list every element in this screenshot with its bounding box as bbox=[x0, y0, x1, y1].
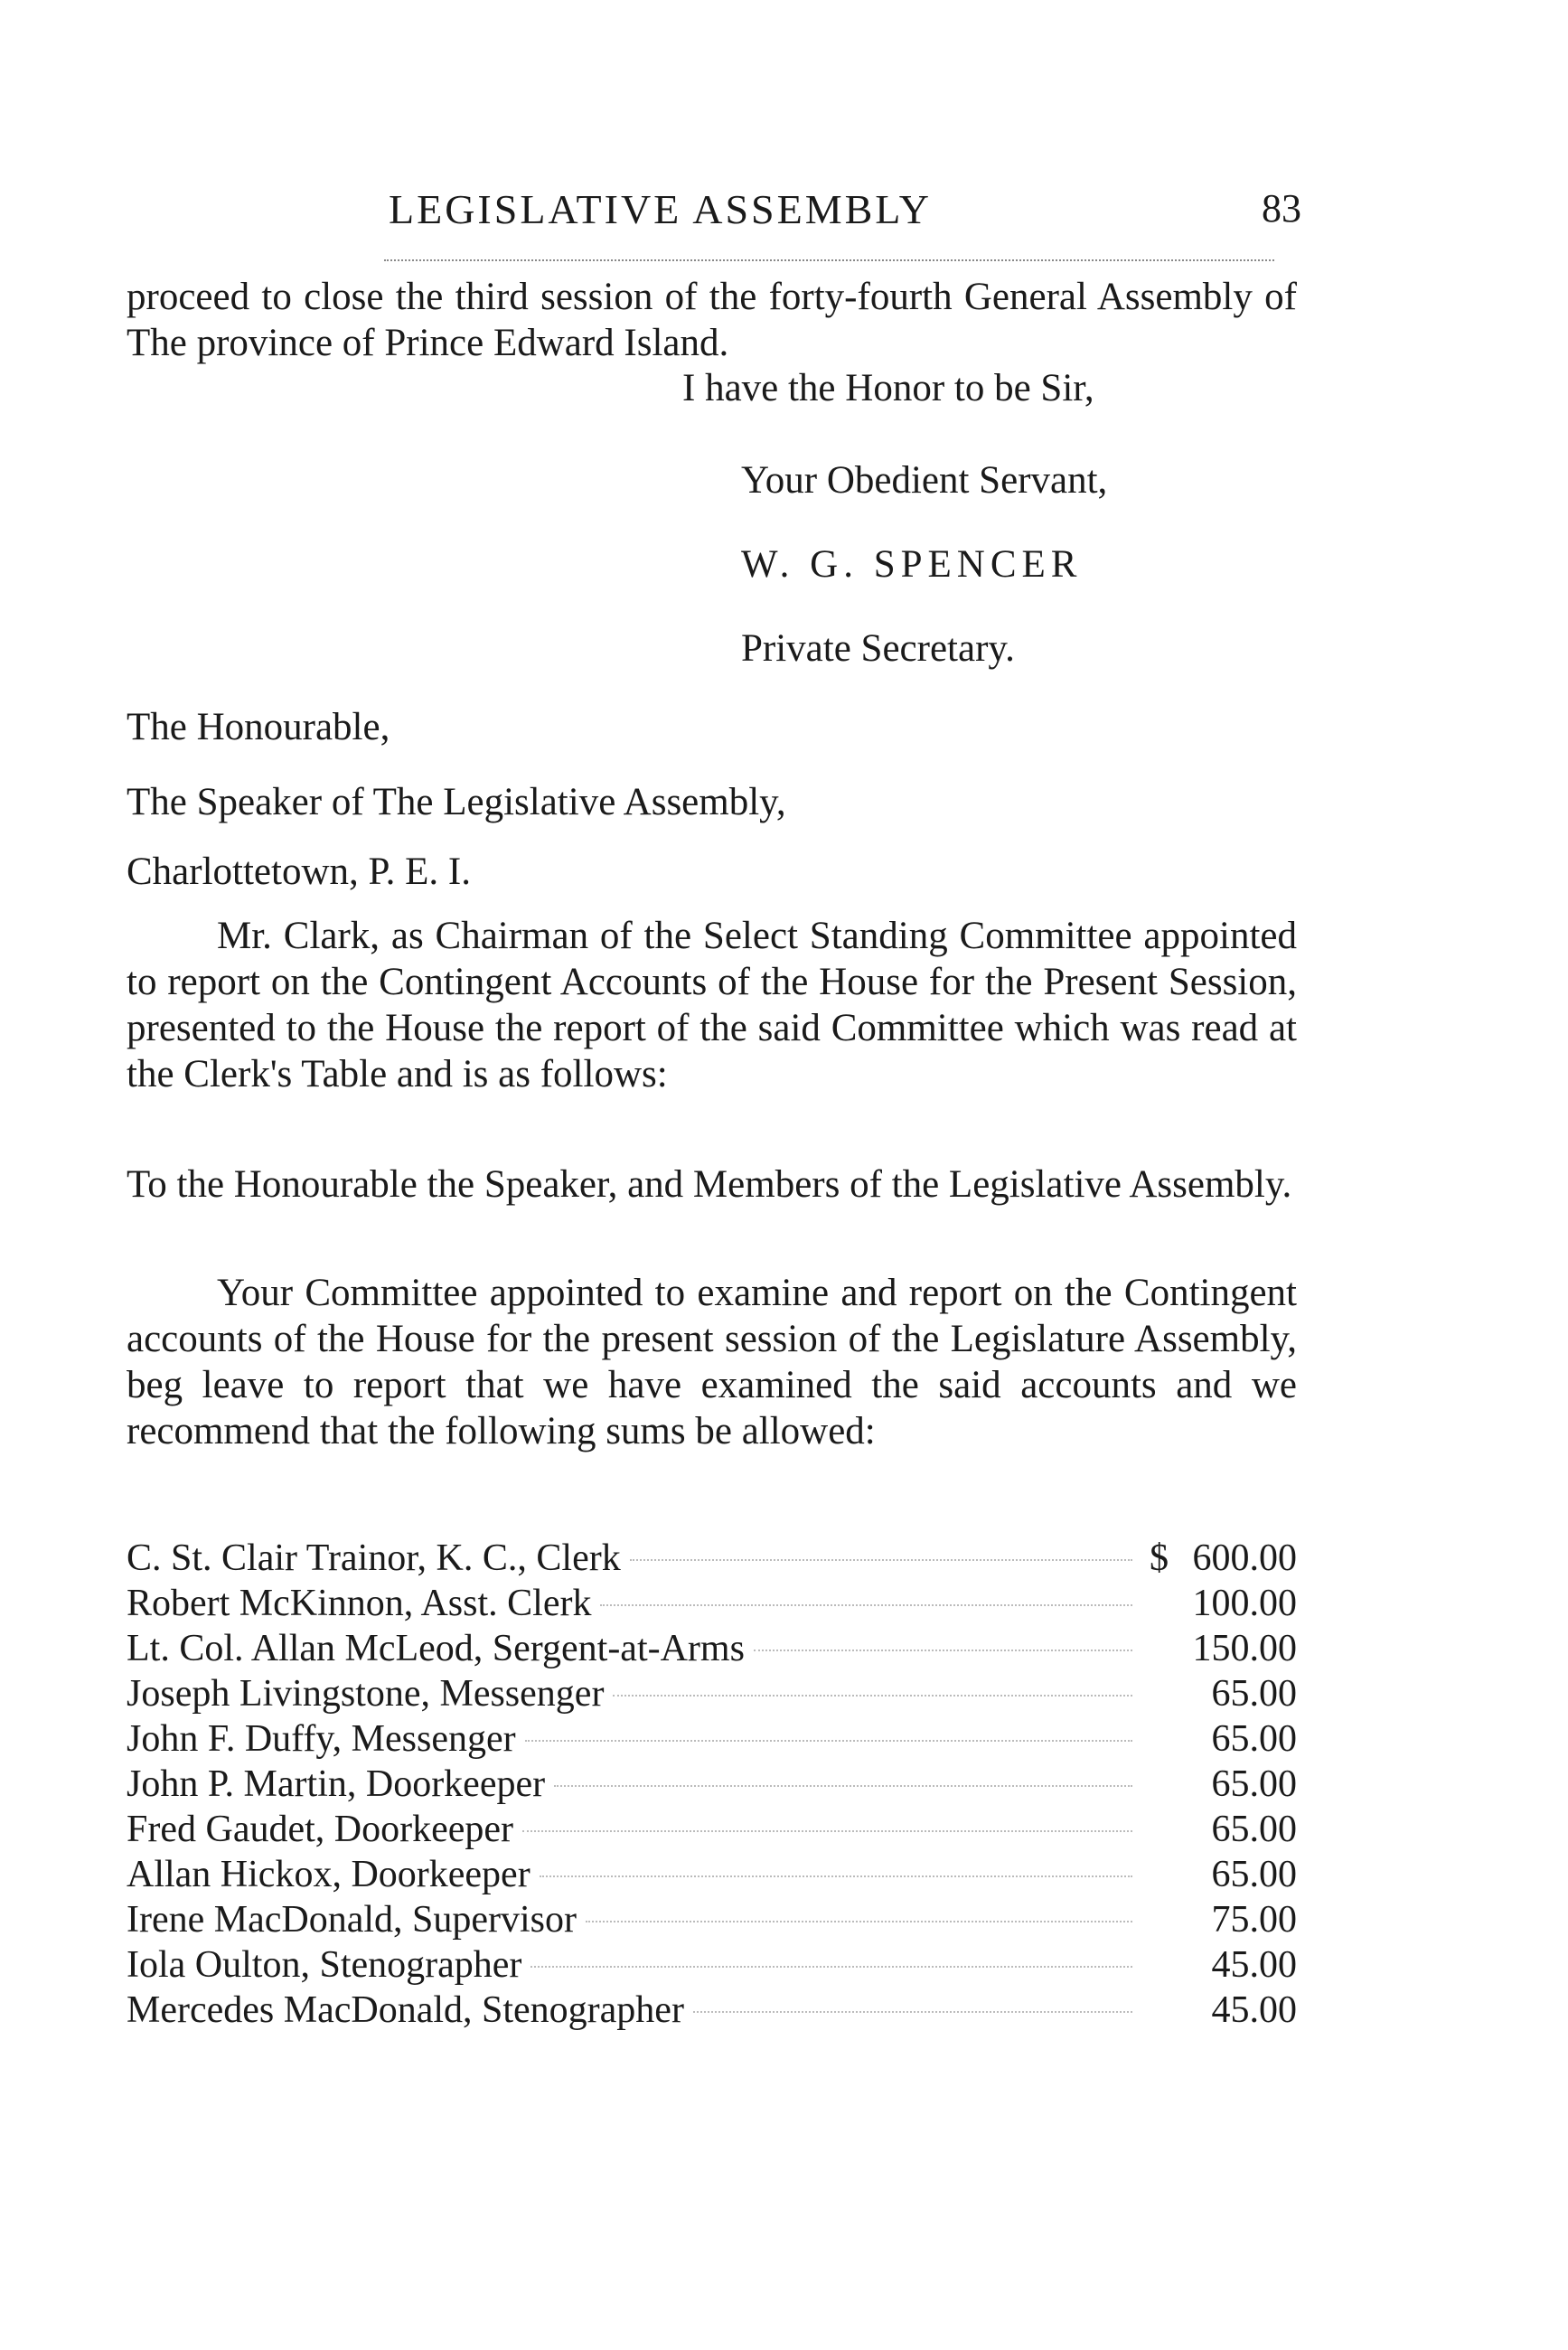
account-row bbox=[127, 1853, 1297, 1898]
account-amount: 65.00 bbox=[1211, 1854, 1297, 1895]
dot-leader bbox=[530, 1966, 1132, 1968]
closing-servant: Your Obedient Servant, bbox=[741, 459, 1108, 502]
account-row bbox=[127, 1898, 1297, 1943]
signature-name: W. G. SPENCER bbox=[741, 543, 1083, 586]
dot-leader bbox=[754, 1650, 1132, 1651]
account-name: Fred Gaudet, Doorkeeper bbox=[127, 1809, 513, 1850]
signature-title: Private Secretary. bbox=[741, 627, 1015, 670]
dot-leader bbox=[522, 1830, 1132, 1832]
dot-leader bbox=[600, 1604, 1132, 1606]
report-salutation: To the Honourable the Speaker, and Members of the Legislative Assembly. bbox=[127, 1163, 1292, 1206]
account-row bbox=[127, 1943, 1297, 1988]
account-name: Iola Oulton, Stenographer bbox=[127, 1944, 522, 1986]
account-amount: 75.00 bbox=[1211, 1899, 1297, 1941]
page-number: 83 bbox=[1262, 186, 1301, 230]
account-row bbox=[127, 1582, 1297, 1627]
accounts-list bbox=[127, 1537, 1297, 2034]
dot-leader bbox=[613, 1695, 1132, 1697]
report-paragraph: Your Committee appointed to examine and report on the Contingent accounts of the House for the present session of the Legislature Assembly, beg leave to report that we have examined the said accounts and we recommend that the following sums be allowed: bbox=[127, 1272, 1297, 1452]
account-amount: 65.00 bbox=[1211, 1763, 1297, 1805]
account-amount: 65.00 bbox=[1211, 1673, 1297, 1715]
account-row bbox=[127, 1762, 1297, 1808]
report-introduction: Mr. Clark, as Chairman of the Select Standing Committee appointed to report on the Contingent Accounts of the House for the Present Session, presented to the House the report of the said Committee which was read at the Clerk's Table and is as follows: bbox=[127, 915, 1297, 1095]
account-amount: 65.00 bbox=[1211, 1718, 1297, 1760]
currency-symbol: $ bbox=[1150, 1537, 1169, 1579]
dot-leader bbox=[540, 1875, 1132, 1877]
account-row bbox=[127, 1537, 1297, 1582]
dot-leader bbox=[554, 1785, 1132, 1787]
account-row bbox=[127, 1988, 1297, 2034]
closing-line: I have the Honor to be Sir, bbox=[682, 367, 1094, 409]
account-amount: 150.00 bbox=[1192, 1628, 1297, 1669]
account-amount: 100.00 bbox=[1192, 1583, 1297, 1624]
account-name: C. St. Clair Trainor, K. C., Clerk bbox=[127, 1537, 621, 1579]
address-line-3: Charlottetown, P. E. I. bbox=[127, 851, 471, 893]
running-head bbox=[127, 185, 1301, 249]
address-line-2: The Speaker of The Legislative Assembly, bbox=[127, 781, 786, 823]
account-name: Joseph Livingstone, Messenger bbox=[127, 1673, 605, 1715]
account-name: Lt. Col. Allan McLeod, Sergent-at-Arms bbox=[127, 1628, 745, 1669]
account-row bbox=[127, 1808, 1297, 1853]
header-rule bbox=[384, 259, 1274, 261]
account-row bbox=[127, 1672, 1297, 1717]
account-name: Robert McKinnon, Asst. Clerk bbox=[127, 1583, 592, 1624]
account-name: Irene MacDonald, Supervisor bbox=[127, 1899, 577, 1941]
account-name: Mercedes MacDonald, Stenographer bbox=[127, 1989, 684, 2031]
dot-leader bbox=[525, 1740, 1132, 1742]
address-line-1: The Honourable, bbox=[127, 706, 390, 748]
account-amount: 45.00 bbox=[1211, 1944, 1297, 1986]
account-row bbox=[127, 1717, 1297, 1762]
dot-leader bbox=[693, 2011, 1132, 2013]
account-amount: 65.00 bbox=[1211, 1809, 1297, 1850]
dot-leader bbox=[630, 1559, 1132, 1561]
account-row bbox=[127, 1627, 1297, 1672]
account-name: Allan Hickox, Doorkeeper bbox=[127, 1854, 530, 1895]
account-name: John P. Martin, Doorkeeper bbox=[127, 1763, 546, 1805]
account-name: John F. Duffy, Messenger bbox=[127, 1718, 516, 1760]
account-amount: 45.00 bbox=[1211, 1989, 1297, 2031]
dot-leader bbox=[586, 1921, 1132, 1922]
page-header-title: LEGISLATIVE ASSEMBLY bbox=[389, 186, 933, 232]
letter-continuation: proceed to close the third session of the forty-fourth General Assembly of The province of Prince Edward Island. bbox=[127, 276, 1297, 364]
account-amount: 600.00 bbox=[1192, 1537, 1297, 1579]
